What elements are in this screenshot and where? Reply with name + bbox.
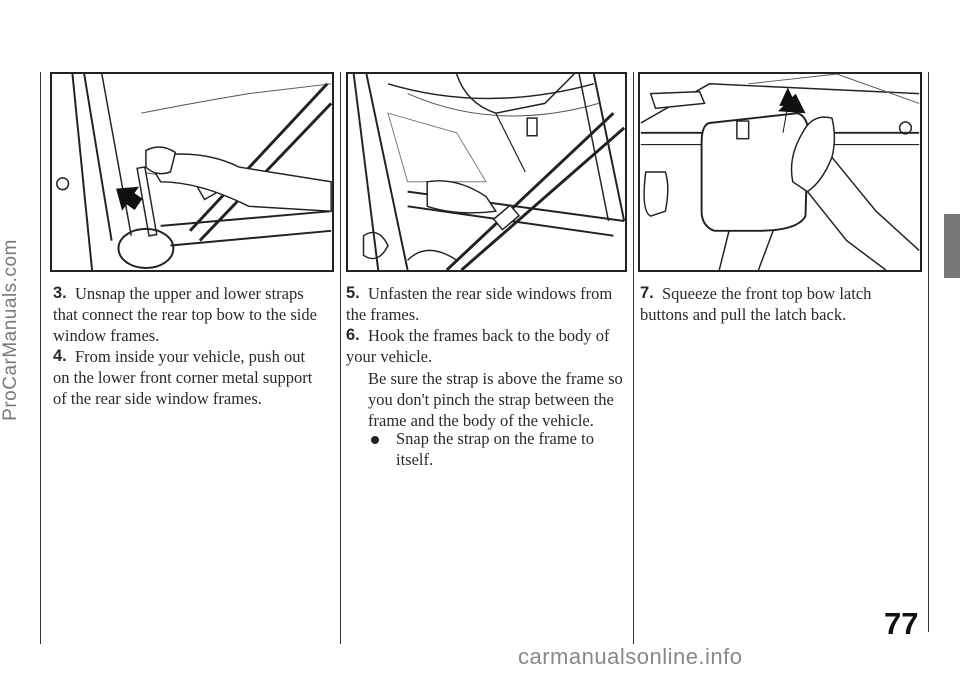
- step-number: 5.: [346, 284, 360, 302]
- column-rule-right: [633, 72, 634, 644]
- side-watermark: [0, 120, 24, 540]
- window-illustration: [348, 74, 625, 270]
- column-rule-left: [40, 72, 41, 644]
- step-text: Hook the frames back to the body of your vehicle.: [346, 326, 610, 366]
- bullet-text: Snap the strap on the frame to itself.: [396, 429, 594, 469]
- step-6-note: Be sure the strap is above the frame so you don't pinch the strap between the frame and the body of the vehicle.: [368, 369, 623, 430]
- step-text: From inside your vehicle, push out on the lower front corner metal support of the rear side window frames.: [53, 347, 313, 408]
- step-5: [346, 283, 616, 325]
- step-3: [53, 283, 323, 346]
- step-text: Squeeze the front top bow latch buttons and pull the latch back.: [640, 284, 872, 324]
- column-rule-middle: [340, 72, 341, 644]
- step-number: 3.: [53, 284, 67, 302]
- figure-unfasten-windows: [346, 72, 627, 272]
- step-7: [640, 283, 910, 325]
- column-rule-edge: [928, 72, 929, 632]
- section-tab: [944, 214, 960, 278]
- bullet-icon: [371, 436, 379, 444]
- side-watermark-text: ProCarManuals.com: [0, 239, 21, 421]
- bottom-watermark: carmanualsonline.info: [518, 644, 743, 669]
- latch-illustration: [640, 74, 920, 270]
- page-number: 77: [884, 606, 919, 641]
- figure-bow-latch: [638, 72, 922, 272]
- figure-unsnap-straps: [50, 72, 334, 272]
- step-text: Unsnap the upper and lower straps that connect the rear top bow to the side window frames.: [53, 284, 317, 345]
- step-text: Unfasten the rear side windows from the frames.: [346, 284, 613, 324]
- step-number: 4.: [53, 347, 67, 365]
- step-number: 7.: [640, 284, 654, 302]
- step-4: [53, 346, 325, 409]
- step-number: 6.: [346, 326, 360, 344]
- step-6: [346, 325, 616, 367]
- strap-illustration: [52, 74, 332, 270]
